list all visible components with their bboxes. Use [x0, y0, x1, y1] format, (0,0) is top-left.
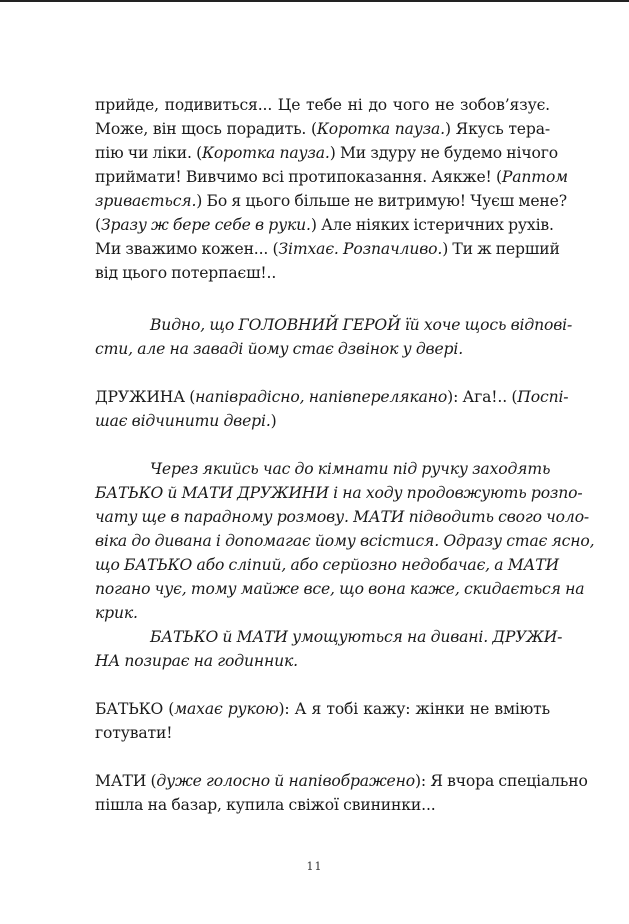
- text-line: БАТЬКО й МАТИ ДРУЖИНИ і на ходу продовжують розпо-: [95, 484, 583, 502]
- italic-remark: Коротка пауза.: [316, 120, 445, 138]
- top-border-rule: [0, 0, 629, 2]
- stage-direction-parents-enter: [95, 457, 595, 673]
- italic-remark: махає рукою: [174, 700, 279, 718]
- dialogue-wife: [95, 385, 569, 433]
- dialogue-mother: [95, 769, 588, 817]
- text-line: БАТЬКО (махає рукою): А я тобі кажу: жінки не вміють: [95, 700, 551, 718]
- stage-direction-doorbell: [95, 313, 573, 361]
- text-line: БАТЬКО й МАТИ умощуються на дивані. ДРУЖИ-: [150, 628, 563, 646]
- italic-remark: Зразу ж бере себе в руки.: [100, 216, 311, 234]
- italic-remark: напіврадісно, напівперелякано: [195, 388, 448, 406]
- text-line: чату ще в парадному розмову. МАТИ підводить свого чоло-: [95, 508, 590, 526]
- italic-remark: зривається.: [95, 192, 197, 210]
- text-line: Через якийсь час до кімнати під ручку заходять: [150, 460, 551, 478]
- text-line: Видно, що ГОЛОВНИЙ ГЕРОЙ їй хоче щось відпові-: [150, 316, 573, 334]
- page-number: 11: [306, 860, 323, 873]
- text-line: від цього потерпаєш!..: [95, 264, 277, 282]
- text-line: віка до дивана і допомагає йому всістися. Одразу стає ясно,: [95, 532, 595, 550]
- italic-remark: Зітхає. Розпачливо.: [278, 240, 443, 258]
- text-line: крик.: [95, 604, 138, 622]
- italic-remark: шає відчинити двері.: [95, 412, 271, 430]
- text-line: пішла на базар, купила свіжої свининки...: [95, 796, 436, 814]
- text-line: ДРУЖИНА (напіврадісно, напівперелякано): Ага!.. (Поспі-: [95, 388, 569, 406]
- text-line: пію чи ліки. (Коротка пауза.) Ми здуру не будемо нічого: [95, 144, 559, 162]
- text-line: Може, він щось порадить. (Коротка пауза.) Якусь тера-: [95, 120, 550, 138]
- text-line: сти, але на заваді йому стає дзвінок у двері.: [95, 340, 464, 358]
- text-line: Ми зважимо кожен... (Зітхає. Розпачливо.) Ти ж перший: [95, 240, 560, 258]
- italic-remark: Раптом: [501, 168, 568, 186]
- dialogue-continuation: [95, 93, 568, 285]
- text-line: зривається.) Бо я цього більше не витримую! Чуєш мене?: [95, 192, 567, 210]
- dialogue-father: [95, 697, 550, 745]
- text-line: готувати!: [95, 724, 173, 742]
- text-line: приймати! Вивчимо всі протипоказання. Аякже! (Раптом: [95, 168, 568, 186]
- italic-remark: Коротка пауза.: [202, 144, 330, 162]
- text-line: (Зразу ж бере себе в руки.) Але ніяких істеричних рухів.: [95, 216, 554, 234]
- text-line: шає відчинити двері.): [95, 412, 277, 430]
- italic-remark: Поспі-: [517, 388, 569, 406]
- text-line: НА позирає на годинник.: [95, 652, 298, 670]
- text-line: що БАТЬКО або сліпий, або серйозно недобачає, а МАТИ: [95, 556, 559, 574]
- italic-remark: дуже голосно й напівображено: [156, 772, 415, 790]
- text-line: прийде, подивиться... Це тебе ні до чого не зобов’язує.: [95, 96, 550, 114]
- text-line: погано чує, тому майже все, що вона каже, скидається на: [95, 580, 585, 598]
- text-line: МАТИ (дуже голосно й напівображено): Я вчора спеціально: [95, 772, 588, 790]
